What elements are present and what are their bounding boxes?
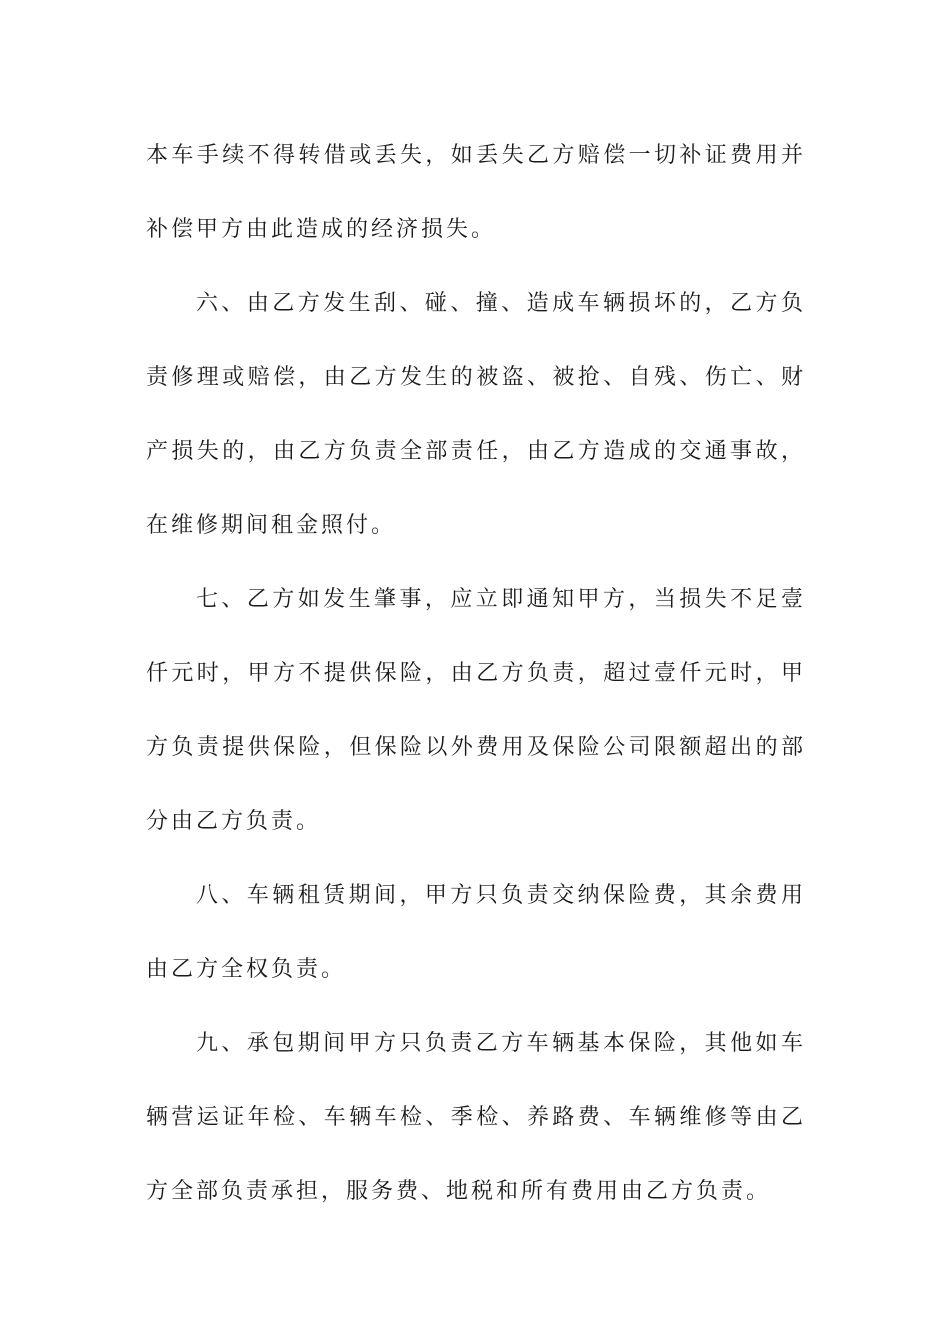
paragraph-clause-6: 六、由乙方发生刮、碰、撞、造成车辆损坏的，乙方负责修理或赔偿，由乙方发生的被盗、被抢、自残、伤亡、财产损失的，由乙方负责全部责任，由乙方造成的交通事故，在维修期间租金照付。 [146,291,806,538]
paragraph-clause-8: 八、车辆租赁期间，甲方只负责交纳保险费，其余费用由乙方全权负责。 [146,883,806,982]
document-body [146,119,806,1229]
paragraph-continuation: 本车手续不得转借或丢失，如丢失乙方赔偿一切补证费用并补偿甲方由此造成的经济损失。 [146,143,806,242]
paragraph-clause-9: 九、承包期间甲方只负责乙方车辆基本保险，其他如车辆营运证年检、车辆车检、季检、养路费、车辆维修等由乙方全部负责承担，服务费、地税和所有费用由乙方负责。 [146,1031,806,1204]
paragraph-clause-7: 七、乙方如发生肇事，应立即通知甲方，当损失不足壹仟元时，甲方不提供保险，由乙方负责，超过壹仟元时，甲方负责提供保险，但保险以外费用及保险公司限额超出的部分由乙方负责。 [146,587,806,834]
